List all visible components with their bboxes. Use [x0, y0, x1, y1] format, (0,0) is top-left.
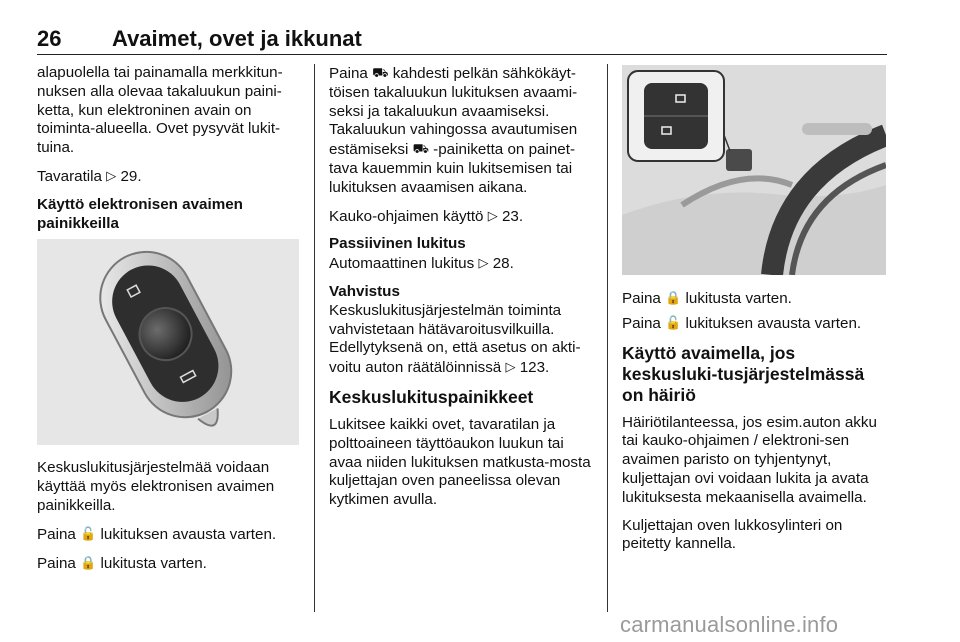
- paragraph: Häiriötilanteessa, jos esim.auton akku tai kauko-ohjaimen / elektroni-sen avaimen paristo on tyhjentynyt, kuljettajan ovi voidaan lukita ja avata lukituksesta mekaanisella avaimella.: [622, 413, 877, 506]
- trunk-icon: ⛟: [412, 141, 429, 157]
- reference-arrow-icon: ▷: [487, 207, 498, 223]
- section-heading: Keskuslukituspainikkeet: [329, 386, 534, 407]
- page-title: Avaimet, ovet ja ikkunat: [112, 26, 362, 51]
- section-heading: Käyttö elektronisen avaimen painikkeilla: [37, 195, 243, 232]
- lock-icon: 🔒: [665, 290, 682, 305]
- paragraph: Keskuslukitusjärjestelmää voidaan käyttää myös elektronisen avaimen painikkeilla.: [37, 459, 275, 514]
- page-number: 26: [37, 26, 62, 51]
- section-heading: Käyttö avaimella, jos keskusluki-tusjärjestelmässä on häiriö: [622, 342, 865, 405]
- paragraph: Kuljettajan oven lukkosylinteri on peitetty kannella.: [622, 516, 843, 553]
- column-divider: [314, 64, 315, 612]
- trunk-icon: ⛟: [372, 65, 389, 80]
- column-3: [622, 64, 886, 563]
- page-reference-link[interactable]: 28.: [492, 255, 514, 273]
- paragraph: Automaattinen lukitus ▷ 28.: [329, 255, 514, 273]
- page-reference-link[interactable]: 123.: [519, 359, 550, 377]
- page-reference-link[interactable]: 23.: [501, 207, 524, 225]
- paragraph: Paina ⛟ kahdesti pelkän sähkökäyt-töisen takaluukun lukituksen avaami-seksi ja takaluukun avaamiseksi.: [329, 65, 578, 120]
- paragraph: Keskuslukitusjärjestelmän toiminta vahvistetaan hätävaroitusvilkuilla. Edellytyksenä on, että asetus on akti-voitu auton räätälöinnissä ▷ 123.: [329, 301, 581, 377]
- paragraph: Tavaratila ▷ 29.: [37, 167, 142, 185]
- paragraph: Paina 🔒 lukitusta varten.: [37, 554, 207, 572]
- paragraph: Paina 🔓 lukituksen avausta varten.: [622, 314, 862, 332]
- paragraph: Paina 🔓 lukituksen avausta varten.: [37, 525, 277, 543]
- door-lock-switch-image: [622, 65, 886, 275]
- paragraph: Takaluukun vahingossa avautumisen estämiseksi ⛟ -painiketta on painet-tava kauemmin kuin lukitsemisen tai lukituksen avaamisen aikana.: [329, 121, 578, 196]
- unlock-icon: 🔓: [80, 525, 97, 541]
- column-2: [329, 64, 594, 519]
- paragraph: alapuolella tai painamalla merkkitun-nuksen alla olevaa takaluukun paini-ketta, kun elektroninen avain on toiminta-alueella. Ovet pysyvät lukit-tuina.: [37, 64, 283, 157]
- reference-arrow-icon: ▷: [106, 167, 117, 183]
- page-header: [37, 24, 887, 55]
- reference-arrow-icon: ▷: [505, 359, 516, 375]
- watermark-text: carmanualsonline.info: [620, 612, 839, 637]
- paragraph: Lukitsee kaikki ovet, tavaratilan ja polttoaineen täyttöaukon luukun tai avaa niiden lukituksen matkusta-mosta kuljettajan oven paneelissa olevan kytkimen avulla.: [329, 415, 591, 509]
- column-divider: [607, 64, 608, 612]
- column-1: [37, 64, 299, 582]
- electronic-key-image: [37, 239, 299, 445]
- page-reference-link[interactable]: 29.: [120, 167, 142, 185]
- paragraph: Kauko-ohjaimen käyttö ▷ 23.: [329, 207, 524, 225]
- section-heading: Vahvistus: [329, 282, 400, 300]
- lock-icon: 🔒: [80, 554, 97, 570]
- paragraph: Paina 🔒 lukitusta varten.: [622, 290, 792, 307]
- section-heading: Passiivinen lukitus: [329, 235, 466, 253]
- reference-arrow-icon: ▷: [478, 255, 489, 271]
- unlock-icon: 🔓: [665, 314, 682, 330]
